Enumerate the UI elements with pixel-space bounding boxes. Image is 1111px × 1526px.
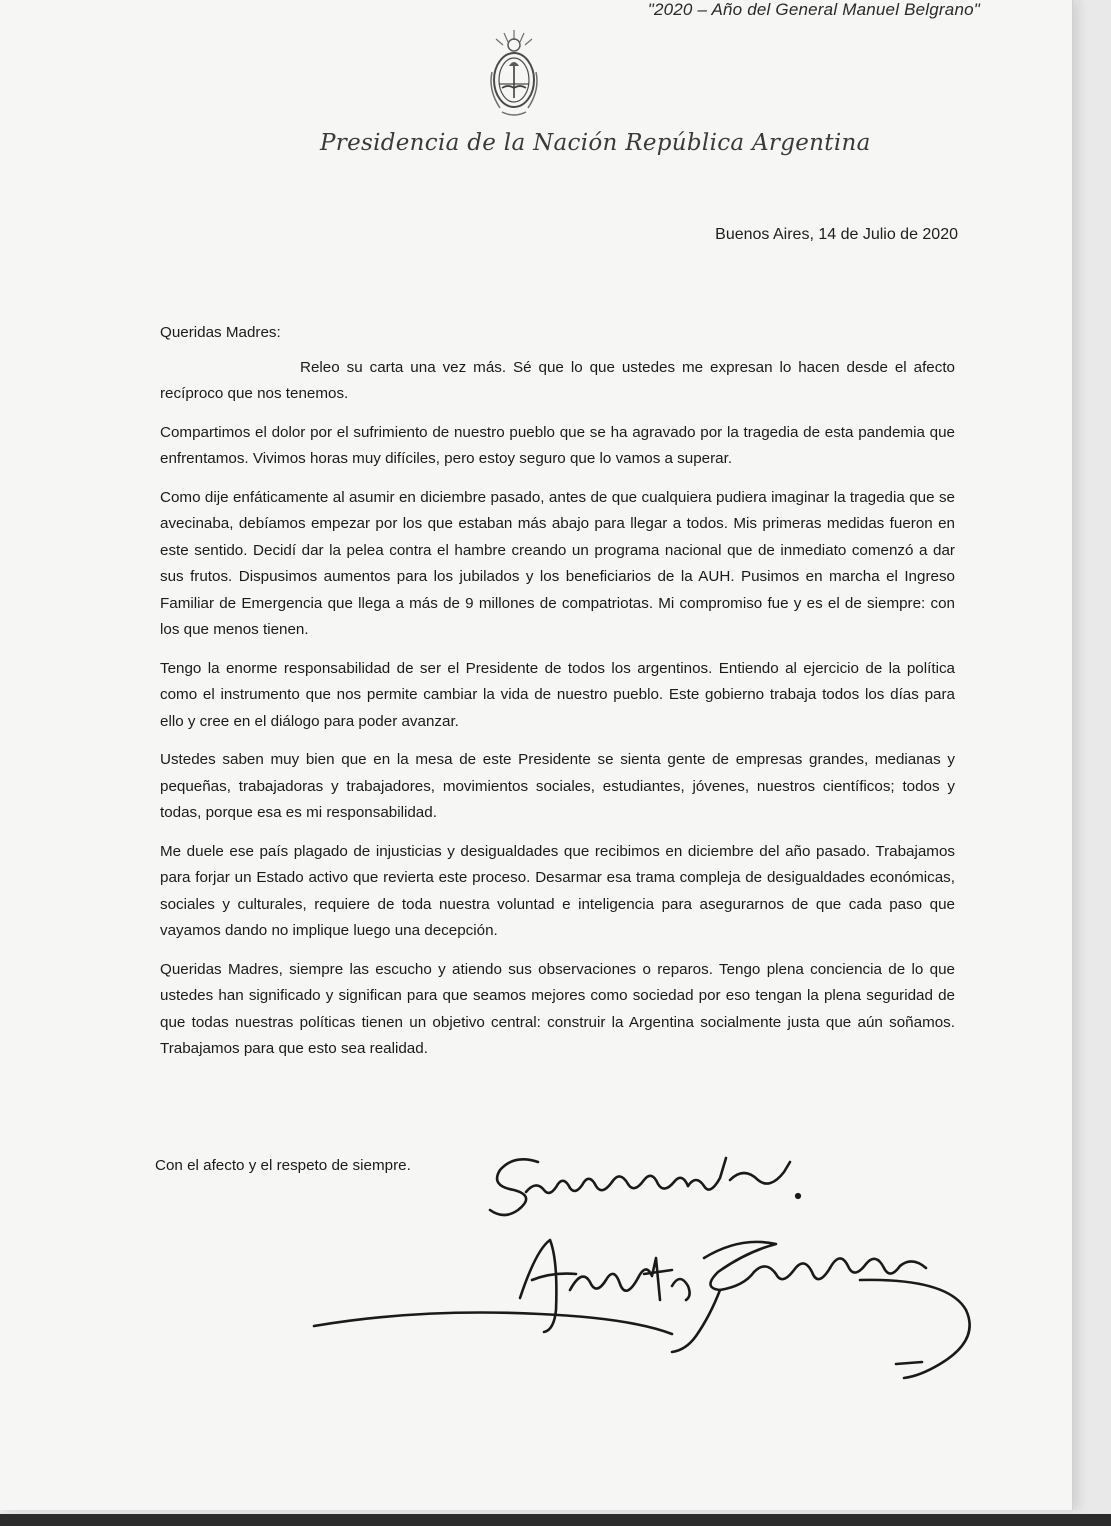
institution-name: Presidencia de la Nación República Argentina	[320, 130, 871, 156]
window-bottom-bar	[0, 1514, 1111, 1526]
handwritten-signature	[300, 1140, 990, 1400]
paragraph: Compartimos el dolor por el sufrimiento de nuestro pueblo que se ha agravado por la tragedia de esta pandemia que enfrentamos. Vivimos horas muy difíciles, pero estoy seguro que lo vamos a superar.	[160, 423, 955, 467]
year-motto: "2020 – Año del General Manuel Belgrano"	[647, 0, 980, 19]
paragraph: Queridas Madres, siempre las escucho y atiendo sus observaciones o reparos. Tengo plena conciencia de lo que ustedes han significado y significan para que seamos mejores como sociedad por eso tengan la plena seguridad de que todas nuestras políticas tienen un objetivo central: construir la Argentina socialmente justa que aún soñamos. Trabajamos para que esto sea realidad.	[160, 960, 955, 1057]
paragraph: Como dije enfáticamente al asumir en diciembre pasado, antes de que cualquiera pudiera imaginar la tragedia que se avecinaba, debíamos empezar por los que estaban más abajo para llegar a todos. Mis primeras medidas fueron en este sentido. Decidí dar la pelea contra el hambre creando un programa nacional que de inmediato comenzó a dar sus frutos. Dispusimos aumentos para los jubilados y los beneficiarios de la AUH. Pusimos en marcha el Ingreso Familiar de Emergencia que llega a más de 9 millones de compatriotas. Mi compromiso fue y es el de siempre: con los que menos tienen.	[160, 488, 955, 638]
paragraph: Tengo la enorme responsabilidad de ser el Presidente de todos los argentinos. Entiendo al ejercicio de la política como el instrumento que nos permite cambiar la vida de nuestro pueblo. Este gobierno trabaja todos los días para ello y cree en el diálogo para poder avanzar.	[160, 659, 955, 730]
paragraph: Ustedes saben muy bien que en la mesa de este Presidente se sienta gente de empresas grandes, medianas y pequeñas, trabajadoras y trabajadores, movimientos sociales, estudiantes, jóvenes, nuestros científicos; todos y todas, porque esa es mi responsabilidad.	[160, 751, 955, 821]
closing-line: Con el afecto y el respeto de siempre.	[155, 1157, 411, 1174]
letter-body	[160, 320, 955, 1075]
coat-of-arms-icon	[480, 28, 548, 120]
paragraph: Releo su carta una vez más. Sé que lo que ustedes me expresan lo hacen desde el afecto recíproco que nos tenemos.	[160, 358, 955, 402]
paragraph: Me duele ese país plagado de injusticias y desigualdades que recibimos en diciembre del año pasado. Trabajamos para forjar un Estado activo que revierta este proceso. Desarmar esa trama compleja de desigualdades económicas, sociales y culturales, requiere de toda nuestra voluntad e inteligencia para asegurarnos de que cada paso que vayamos dando no implique luego una decepción.	[160, 842, 955, 939]
date-line: Buenos Aires, 14 de Julio de 2020	[715, 226, 958, 243]
salutation: Queridas Madres:	[160, 324, 281, 341]
